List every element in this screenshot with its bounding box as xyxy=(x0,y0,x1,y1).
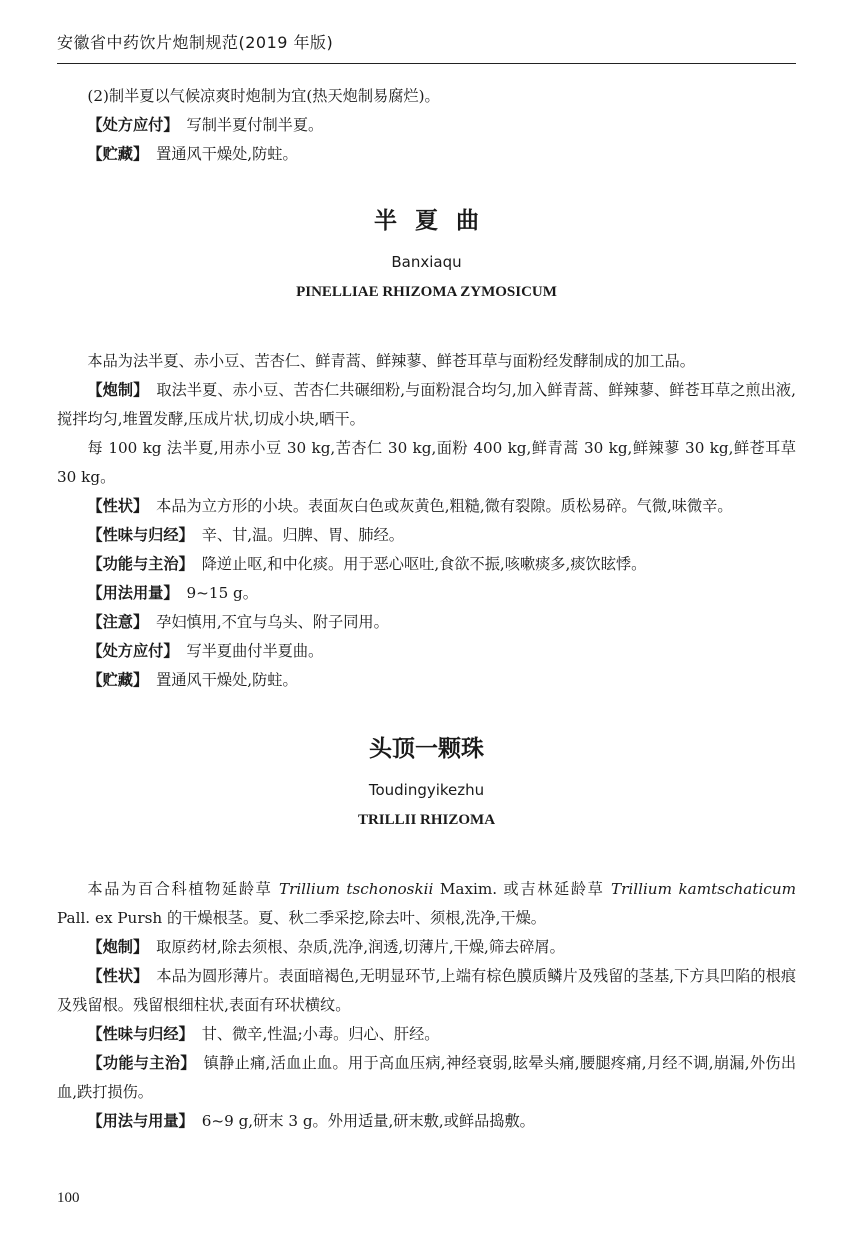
monograph-toudingyikezhu xyxy=(57,729,796,1136)
paragraph xyxy=(57,608,796,637)
paragraph-text: 写制半夏付制半夏。 xyxy=(186,116,324,134)
paragraph-text: 取原药材,除去须根、杂质,洗净,润透,切薄片,干燥,筛去碎屑。 xyxy=(156,938,565,956)
section-tag: 【性味与归经】 xyxy=(87,1025,194,1043)
paragraph xyxy=(57,637,796,666)
paragraph-text: 降逆止呕,和中化痰。用于恶心呕吐,食欲不振,咳嗽痰多,痰饮眩悸。 xyxy=(201,555,647,573)
section-tag: 【炮制】 xyxy=(87,938,149,956)
paragraph xyxy=(57,933,796,962)
paragraph-text: 甘、微辛,性温;小毒。归心、肝经。 xyxy=(201,1025,440,1043)
paragraph xyxy=(57,666,796,695)
paragraph xyxy=(57,140,796,169)
paragraph-text: 写半夏曲付半夏曲。 xyxy=(186,642,324,660)
monograph-title: 头顶一颗珠 xyxy=(369,736,484,762)
paragraph xyxy=(57,82,796,111)
paragraph-text: 镇静止痛,活血止血。用于高血压病,神经衰弱,眩晕头痛,腰腿疼痛,月经不调,崩漏,外伤出血,跌打损伤。 xyxy=(57,1054,797,1101)
paragraph xyxy=(57,550,796,579)
pinyin-name: Banxiaqu xyxy=(391,253,462,271)
section-tag: 【处方应付】 xyxy=(87,116,179,134)
paragraph xyxy=(57,1020,796,1049)
pinyin-name: Toudingyikezhu xyxy=(368,781,485,799)
paragraph-text: 本品为圆形薄片。表面暗褐色,无明显环节,上端有棕色膜质鳞片及残留的茎基,下方具凹陷的根痕及残留根。残留根细柱状,表面有环状横纹。 xyxy=(57,967,797,1014)
latin-name: TRILLII RHIZOMA xyxy=(357,812,496,828)
monograph-title: 半夏曲 xyxy=(374,208,497,234)
section-tag: 【性状】 xyxy=(87,497,149,515)
section-tag: 【功能与主治】 xyxy=(87,1054,196,1072)
paragraph xyxy=(57,111,796,140)
section-tag: 【处方应付】 xyxy=(87,642,179,660)
paragraph xyxy=(57,521,796,550)
section-tag: 【贮藏】 xyxy=(87,671,149,689)
paragraph-text: 6~9 g,研末 3 g。外用适量,研末敷,或鲜品捣敷。 xyxy=(201,1112,535,1130)
paragraph-text: 置通风干燥处,防蛀。 xyxy=(156,671,298,689)
section-tag: 【功能与主治】 xyxy=(87,555,194,573)
section-tag: 【用法用量】 xyxy=(87,584,179,602)
paragraph xyxy=(57,347,796,376)
species-name: Trillium tschonoskii xyxy=(278,880,434,898)
paragraph xyxy=(57,376,796,434)
species-name: Trillium kamtschaticum xyxy=(610,880,796,898)
paragraph-text: 辛、甘,温。归脾、胃、肺经。 xyxy=(201,526,404,544)
monograph-banxiaqu xyxy=(57,201,796,695)
paragraph-text: 9~15 g。 xyxy=(186,584,258,602)
page-number: 100 xyxy=(57,1190,80,1206)
section-tag: 【贮藏】 xyxy=(87,145,149,163)
paragraph-text: (2)制半夏以气候凉爽时炮制为宜(热天炮制易腐烂)。 xyxy=(87,87,440,105)
section-tag: 【性状】 xyxy=(87,967,149,985)
paragraph-text: Maxim. 或吉林延龄草 xyxy=(433,880,611,898)
paragraph xyxy=(57,1107,796,1136)
latin-name: PINELLIAE RHIZOMA ZYMOSICUM xyxy=(296,284,557,300)
paragraph xyxy=(57,962,796,1020)
paragraph-text: 孕妇慎用,不宜与乌头、附子同用。 xyxy=(156,613,389,631)
header-rule xyxy=(57,63,796,64)
page-content xyxy=(57,82,796,1136)
paragraph xyxy=(57,1049,796,1107)
paragraph-text: 本品为百合科植物延龄草 xyxy=(87,880,279,898)
section-tag: 【性味与归经】 xyxy=(87,526,194,544)
running-header: 安徽省中药饮片炮制规范(2019 年版) xyxy=(57,33,334,52)
paragraph-text: Pall. ex Pursh 的干燥根茎。夏、秋二季采挖,除去叶、须根,洗净,干燥。 xyxy=(57,909,546,927)
paragraph xyxy=(57,875,796,933)
section-tag: 【注意】 xyxy=(87,613,149,631)
continuation-section xyxy=(57,82,796,169)
paragraph-text: 本品为立方形的小块。表面灰白色或灰黄色,粗糙,微有裂隙。质松易碎。气微,味微辛。 xyxy=(156,497,733,515)
paragraph xyxy=(57,579,796,608)
paragraph xyxy=(57,492,796,521)
section-tag: 【炮制】 xyxy=(87,381,149,399)
section-tag: 【用法与用量】 xyxy=(87,1112,194,1130)
paragraph-text: 本品为法半夏、赤小豆、苦杏仁、鲜青蒿、鲜辣蓼、鲜苍耳草与面粉经发酵制成的加工品。 xyxy=(87,352,695,370)
paragraph-text: 置通风干燥处,防蛀。 xyxy=(156,145,298,163)
paragraph-text: 每 100 kg 法半夏,用赤小豆 30 kg,苦杏仁 30 kg,面粉 400 kg,鲜青蒿 30 kg,鲜辣蓼 30 kg,鲜苍耳草 30 kg。 xyxy=(57,439,796,486)
paragraph-text: 取法半夏、赤小豆、苦杏仁共碾细粉,与面粉混合均匀,加入鲜青蒿、鲜辣蓼、鲜苍耳草之煎出液,搅拌均匀,堆置发酵,压成片状,切成小块,晒干。 xyxy=(57,381,797,428)
paragraph xyxy=(57,434,796,492)
